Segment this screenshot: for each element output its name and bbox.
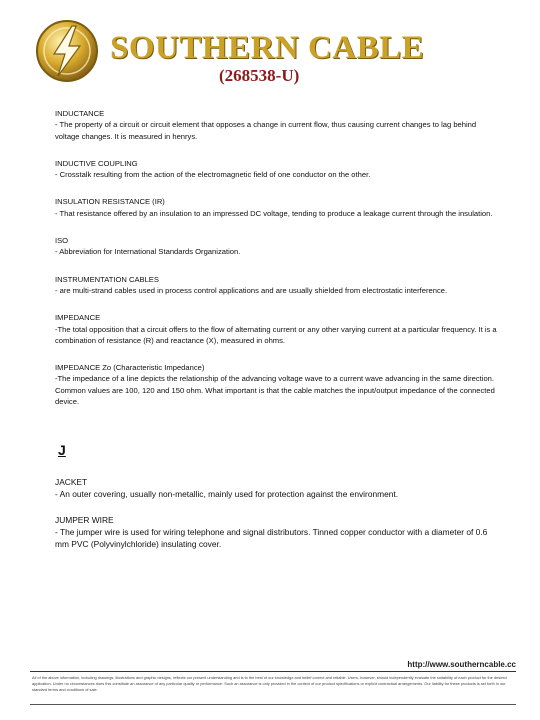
entry-definition: - That resistance offered by an insulation to an impressed DC voltage, tending to produce a leakage current through the insulation.	[55, 208, 493, 218]
entry-definition: - Crosstalk resulting from the action of the electromagnetic field of one conductor on the other.	[55, 170, 371, 180]
footer-bottom-divider	[30, 704, 516, 705]
entry-definition: - Abbreviation for International Standards Organization.	[55, 247, 241, 257]
footer-disclaimer: All of the above information, including drawings, illustrations and graphic designs, reflects our present understanding and is to the best of our knowledge and belief correct and reliable. Users, however, should independently evaluate the suitability of each product for the desired application. Under no circumstances does this constitute an assurance of any particular quality or performance. Such an assurance is only provided in the context of our product specifications or explicit contractual arrangements. Our liability for these products is set forth in our standard terms and conditions of sale.	[32, 675, 507, 692]
glossary-entry	[55, 108, 500, 142]
entry-definition: -The total opposition that a circuit offers to the flow of alternating current or any other varying current at a particular frequency. It is a combination of resistance (R) and reactance (X), measured in ohms.	[55, 324, 497, 345]
entry-term: JACKET	[55, 477, 88, 488]
glossary-entry	[55, 312, 500, 346]
entry-term: JUMPER WIRE	[55, 515, 114, 526]
website-link[interactable]: http://www.southerncable.cc	[407, 660, 516, 669]
section-letter-heading: J	[58, 442, 66, 459]
footer-divider	[30, 671, 516, 672]
entry-definition: -The impedance of a line depicts the relationship of the advancing voltage wave to a current wave advancing in the same direction. Common values are 100, 120 and 150 ohm. What important is that the cable matches the input/output impedance of the connected device.	[55, 374, 495, 407]
glossary-content	[55, 108, 500, 564]
entry-term: IMPEDANCE Zo (Characteristic Impedance)	[55, 363, 205, 373]
glossary-entry	[55, 476, 500, 500]
glossary-entry	[55, 274, 500, 297]
entry-definition: - The property of a circuit or circuit element that opposes a change in current flow, thus causing current changes to lag behind voltage changes. It is measured in henrys.	[55, 120, 477, 141]
entry-term: INDUCTANCE	[55, 109, 105, 118]
page-header	[0, 0, 540, 100]
glossary-entry	[55, 158, 500, 181]
glossary-entry	[55, 514, 500, 550]
entry-term: INSTRUMENTATION CABLES	[55, 274, 159, 284]
entry-definition: - are multi-strand cables used in process control applications and are usually shielded from electrostatic interference.	[55, 285, 448, 295]
entry-term: IMPEDANCE	[55, 313, 101, 323]
brand-name: SOUTHERN CABLE	[110, 30, 425, 66]
glossary-entry	[55, 362, 500, 407]
entry-definition: - An outer covering, usually non-metallic, mainly used for protection against the environment.	[55, 489, 399, 500]
lightning-shield-logo-icon	[34, 18, 100, 84]
glossary-entry	[55, 235, 500, 258]
company-registration-code: (268538-U)	[219, 66, 300, 85]
entry-definition: - The jumper wire is used for wiring telephone and signal distributors. Tinned copper conductor with a diameter of 0.6 mm PVC (Polyvinylchloride) insulating cover.	[55, 527, 488, 550]
entry-term: ISO	[55, 236, 69, 246]
glossary-entry	[55, 196, 500, 219]
entry-term: INSULATION RESISTANCE (IR)	[55, 197, 165, 207]
entry-term: INDUCTIVE COUPLING	[55, 158, 138, 168]
